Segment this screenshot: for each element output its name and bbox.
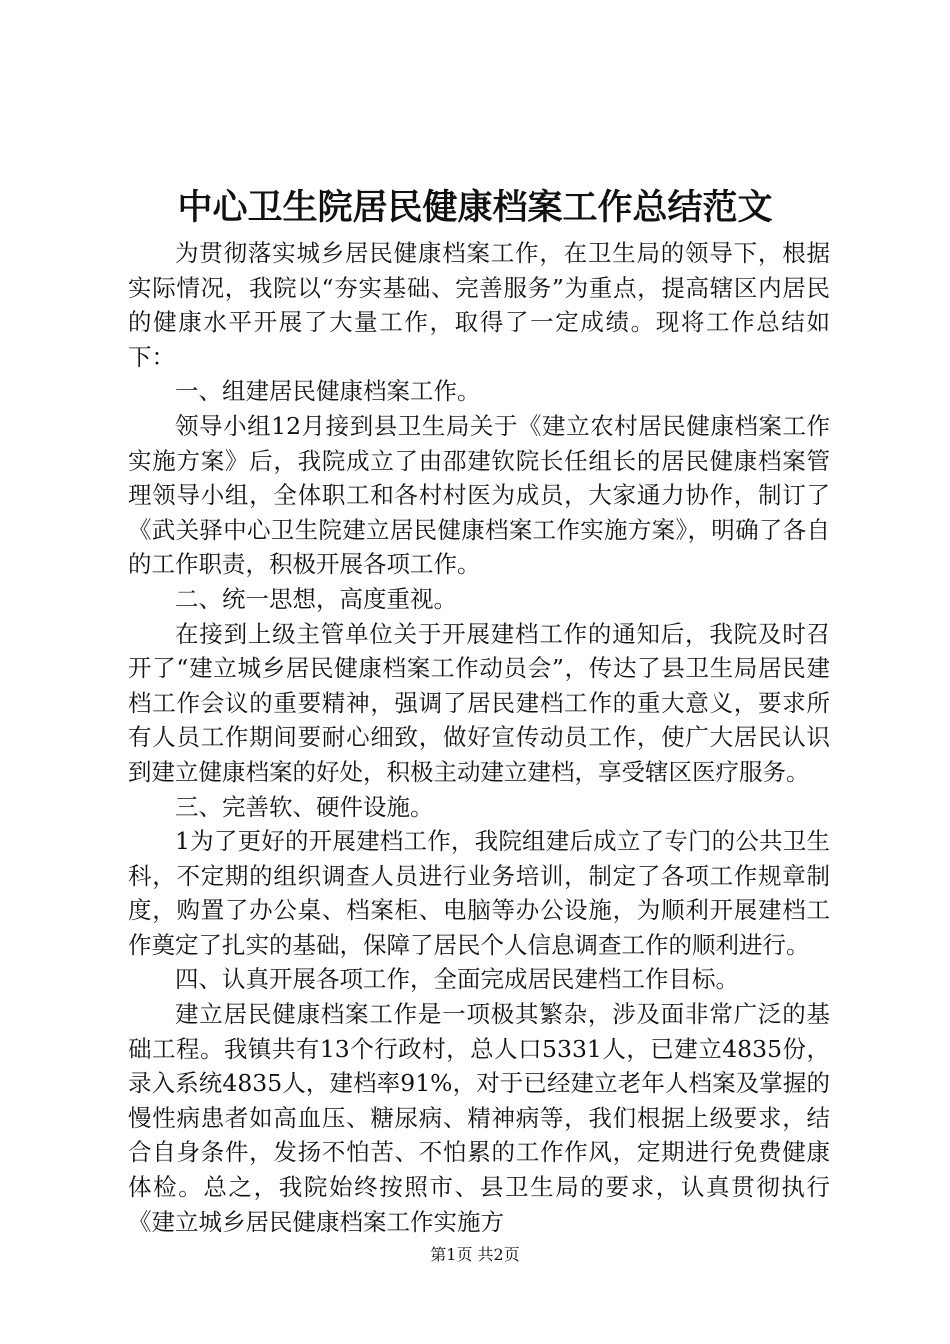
paragraph-section-2: 在接到上级主管单位关于开展建档工作的通知后，我院及时召开了“建立城乡居民健康档案工作动员会”，传达了县卫生局居民建档工作会议的重要精神，强调了居民建档工作的重大意义，要求所有人员工作期间要耐心细致，做好宣传动员工作，使广大居民认识到建立健康档案的好处，积极主动建立建档，享受辖区医疗服务。: [128, 619, 830, 786]
paragraph-section-1: 领导小组12月接到县卫生局关于《建立农村居民健康档案工作实施方案》后，我院成立了由邵建钦院长任组长的居民健康档案管理领导小组，全体职工和各村村医为成员，大家通力协作，制订了《武关驿中心卫生院建立居民健康档案工作实施方案》，明确了各自的工作职责，积极开展各项工作。: [128, 411, 830, 579]
heading-section-2: 二、统一思想，高度重视。: [175, 584, 457, 613]
heading-section-3: 三、完善软、硬件设施。: [175, 792, 434, 821]
paragraph-section-4: 建立居民健康档案工作是一项极其繁杂，涉及面非常广泛的基础工程。我镇共有13个行政村，总人口5331人，已建立4835份，录入系统4835人，建档率91%，对于已经建立老年人档案及掌握的慢性病患者如高血压、糖尿病、精神病等，我们根据上级要求，结合自身条件，发扬不怕苦、不怕累的工作作风，定期进行免费健康体检。总之，我院始终按照市、县卫生局的要求，认真贯彻执行《建立城乡居民健康档案工作实施方: [128, 1000, 830, 1236]
paragraph-section-3: 1为了更好的开展建档工作，我院组建后成立了专门的公共卫生科，不定期的组织调查人员进行业务培训，制定了各项工作规章制度，购置了办公桌、档案柜、电脑等办公设施，为顺利开展建档工作奠定了扎实的基础，保障了居民个人信息调查工作的顺利进行。: [128, 827, 830, 959]
heading-section-4: 四、认真开展各项工作，全面完成居民建档工作目标。: [175, 965, 739, 994]
page-footer: 第1页 共2页: [430, 1245, 520, 1264]
paragraph-intro: 为贯彻落实城乡居民健康档案工作，在卫生局的领导下，根据实际情况，我院以“夯实基础、完善服务”为重点，提高辖区内居民的健康水平开展了大量工作，取得了一定成绩。现将工作总结如下：: [128, 239, 830, 371]
heading-section-1: 一、组建居民健康档案工作。: [175, 377, 481, 406]
document-body: [128, 236, 830, 1239]
document-title: 中心卫生院居民健康档案工作总结范文: [177, 187, 773, 228]
